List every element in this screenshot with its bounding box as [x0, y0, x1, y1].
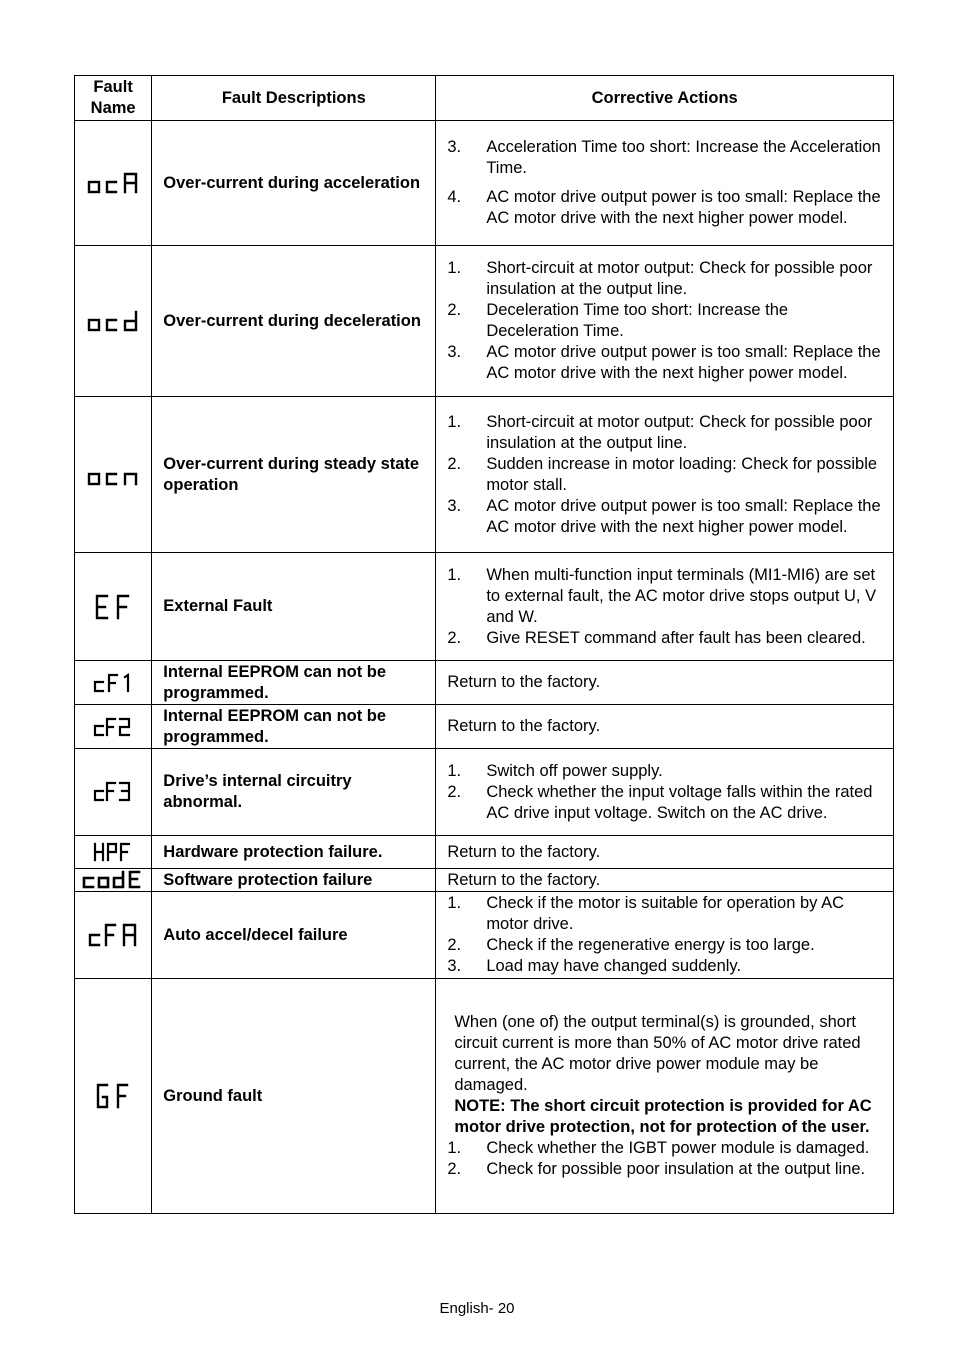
seven-seg-cF1-icon	[91, 671, 135, 695]
fault-code-ocA	[75, 121, 152, 246]
corrective-actions	[436, 749, 894, 836]
action-item: 2. Check whether the input voltage falls within the rated AC drive input voltage. Switch on the AC drive.	[447, 782, 873, 822]
seven-seg-ocn-icon	[85, 462, 141, 488]
fault-code-ocd	[75, 246, 152, 397]
fault-code-cF2	[75, 705, 152, 749]
table-row	[75, 705, 894, 749]
header-fault-descriptions: Fault Descriptions	[152, 76, 436, 121]
corrective-actions	[436, 246, 894, 397]
fault-table	[74, 75, 894, 1214]
fault-code-codE	[75, 869, 152, 892]
action-item: 1. Switch off power supply.	[447, 761, 663, 780]
action-item: 1. Short-circuit at motor output: Check for possible poor insulation at the output line.	[447, 412, 873, 452]
seven-seg-GF-icon	[94, 1081, 132, 1111]
action-intro: When (one of) the output terminal(s) is grounded, short circuit current is more than 50% of AC motor drive rated current, the AC motor drive power module may be damaged.	[454, 1013, 861, 1094]
action-item: 2. Check if the regenerative energy is too large.	[447, 936, 815, 954]
table-row	[75, 121, 894, 246]
action-item: 1. Check whether the IGBT power module is damaged.	[447, 1139, 870, 1157]
corrective-actions	[436, 397, 894, 553]
fault-description: Hardware protection failure.	[152, 836, 436, 869]
fault-description: Software protection failure	[152, 869, 436, 892]
corrective-actions	[436, 892, 894, 979]
fault-description: Ground fault	[152, 979, 436, 1214]
fault-description: Internal EEPROM can not be programmed.	[152, 705, 436, 749]
fault-code-cFA	[75, 892, 152, 979]
table-row	[75, 246, 894, 397]
header-row	[75, 76, 894, 121]
fault-code-ocn	[75, 397, 152, 553]
seven-seg-cFA-icon	[85, 921, 141, 949]
action-item: 3. Acceleration Time too short: Increase the Acceleration Time.	[447, 138, 881, 177]
action-item: 2. Check for possible poor insulation at the output line.	[447, 1160, 866, 1178]
corrective-action-text: Return to the factory.	[436, 836, 894, 869]
action-item: 4. AC motor drive output power is too small: Replace the AC motor drive with the next higher power model.	[447, 188, 881, 227]
action-note: NOTE: The short circuit protection is provided for AC motor drive protection, not for protection of the user.	[454, 1097, 872, 1136]
fault-code-cF1	[75, 661, 152, 705]
table-row	[75, 749, 894, 836]
fault-description: Over-current during deceleration	[152, 246, 436, 397]
seven-seg-EF-icon	[93, 592, 133, 622]
fault-code-HPF	[75, 836, 152, 869]
action-item: 3. AC motor drive output power is too small: Replace the AC motor drive with the next higher power model.	[447, 343, 881, 382]
seven-seg-cF2-icon	[91, 715, 135, 739]
fault-description: Over-current during acceleration	[152, 121, 436, 246]
seven-seg-cF3-icon	[91, 779, 135, 805]
table-row	[75, 661, 894, 705]
corrective-actions	[436, 979, 894, 1214]
fault-description: Drive’s internal circuitry abnormal.	[152, 749, 436, 836]
action-item: 3. AC motor drive output power is too small: Replace the AC motor drive with the next higher power model.	[447, 496, 881, 536]
corrective-action-text: Return to the factory.	[436, 869, 894, 892]
action-item: 1. When multi-function input terminals (MI1-MI6) are set to external fault, the AC motor drive stops output U, V and W.	[447, 565, 877, 626]
table-row	[75, 836, 894, 869]
header-corrective-actions: Corrective Actions	[436, 76, 894, 121]
action-item: 2. Give RESET command after fault has been cleared.	[447, 628, 866, 647]
seven-seg-HPF-icon	[92, 841, 134, 863]
table-row	[75, 979, 894, 1214]
header-fault-name: Fault Name	[75, 76, 152, 121]
action-item: 2. Deceleration Time too short: Increase the Deceleration Time.	[447, 301, 789, 340]
fault-description: External Fault	[152, 553, 436, 661]
corrective-action-text: Return to the factory.	[436, 705, 894, 749]
action-item: 1. Check if the motor is suitable for operation by AC motor drive.	[447, 894, 844, 933]
corrective-action-text: Return to the factory.	[436, 661, 894, 705]
fault-code-cF3	[75, 749, 152, 836]
fault-description: Auto accel/decel failure	[152, 892, 436, 979]
corrective-actions	[436, 121, 894, 246]
seven-seg-ocA-icon	[85, 170, 141, 196]
corrective-actions	[436, 553, 894, 661]
page-number: English- 20	[439, 1300, 515, 1317]
table-row	[75, 397, 894, 553]
table-row	[75, 869, 894, 892]
action-item: 2. Sudden increase in motor loading: Check for possible motor stall.	[447, 454, 878, 494]
seven-seg-codE-icon	[81, 870, 145, 890]
fault-code-EF	[75, 553, 152, 661]
table-row	[75, 553, 894, 661]
action-item: 1. Short-circuit at motor output: Check for possible poor insulation at the output line.	[447, 259, 873, 298]
fault-code-GF	[75, 979, 152, 1214]
action-item: 3. Load may have changed suddenly.	[447, 957, 742, 975]
seven-seg-ocd-icon	[85, 308, 141, 334]
fault-description: Internal EEPROM can not be programmed.	[152, 661, 436, 705]
fault-description: Over-current during steady state operation	[152, 397, 436, 553]
table-row	[75, 892, 894, 979]
